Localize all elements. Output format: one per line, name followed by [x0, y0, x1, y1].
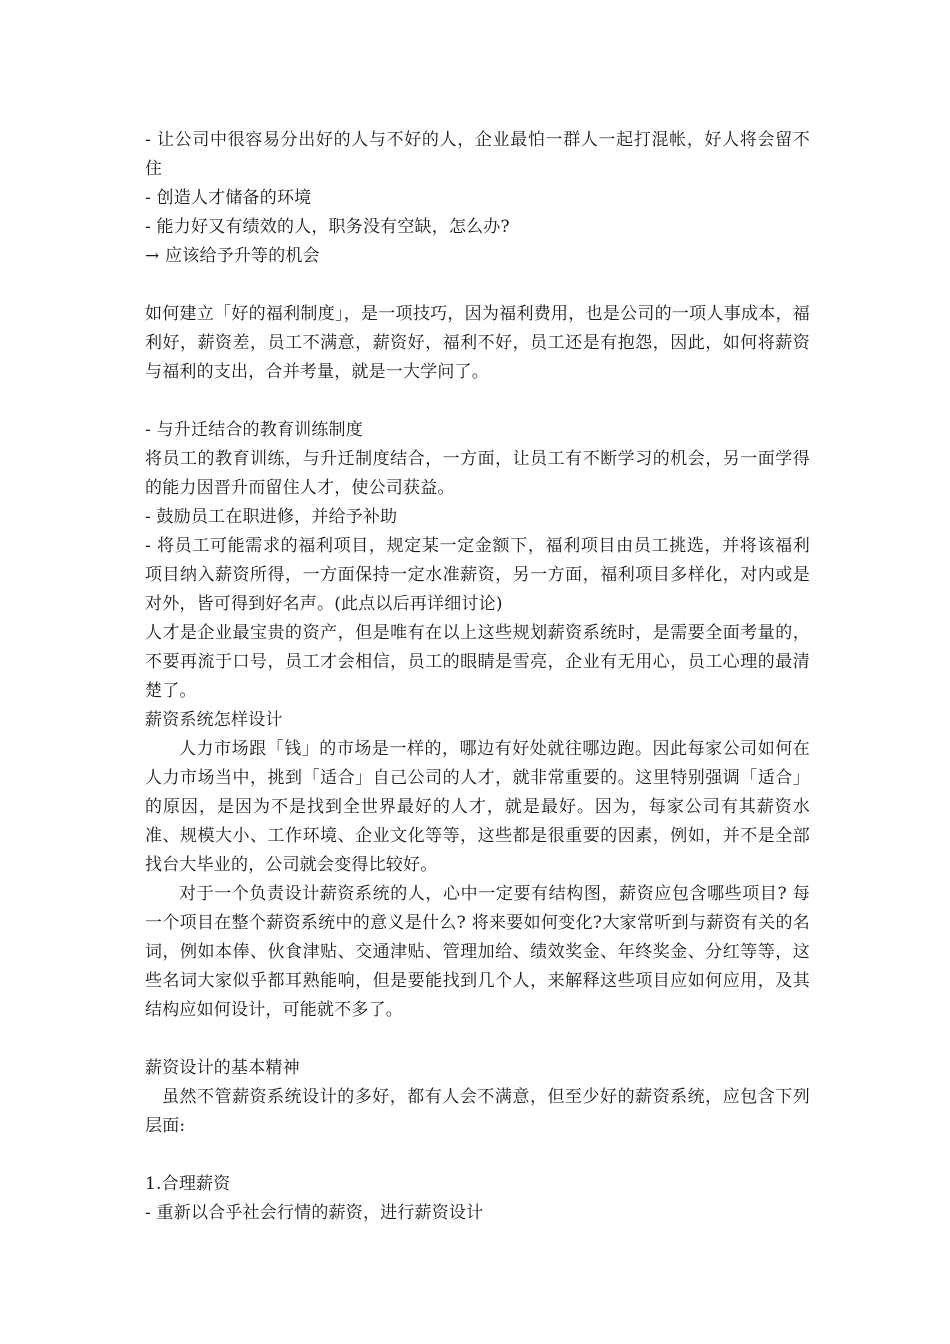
- heading-reasonable-salary: 1.合理薪资: [145, 1174, 231, 1194]
- arrow-promotion: → 应该给予升等的机会: [145, 246, 320, 266]
- bullet-no-vacancy: - 能力好又有绩效的人，职务没有空缺，怎么办?: [145, 217, 510, 237]
- paragraph-talent-asset: 人才是企业最宝贵的资产，但是唯有在以上这些规划薪资系统时，是需要全面考量的，不要再流于口号，员工才会相信，员工的眼睛是雪亮，企业有无用心，员工心理的最清楚了。: [145, 623, 810, 701]
- spacer: [145, 387, 810, 416]
- paragraph-layers: 虽然不管薪资系统设计的多好，都有人会不满意，但至少好的薪资系统，应包含下列层面:: [145, 1087, 810, 1136]
- paragraph-training: 将员工的教育训练，与升迁制度结合，一方面，让员工有不断学习的机会，另一面学得的能力因晋升而留住人才，使公司获益。: [145, 449, 810, 498]
- spacer: [145, 271, 810, 300]
- bullet-distinguish-people: - 让公司中很容易分出好的人与不好的人，企业最怕一群人一起打混帐，好人将会留不住: [145, 130, 810, 179]
- paragraph-labor-market: 人力市场跟「钱」的市场是一样的，哪边有好处就往哪边跑。因此每家公司如何在人力市场当中，挑到「适合」自己公司的人才，就非常重要的。这里特别强调「适合」的原因，是因为不是找到全世界最好的人才，就是最好。因为，每家公司有其薪资水准、规模大小、工作环境、企业文化等等，这些都是很重要的因素，例如，并不是全部找台大毕业的，公司就会变得比较好。: [145, 739, 810, 875]
- bullet-further-study: - 鼓励员工在职进修，并给予补助: [145, 507, 398, 527]
- heading-salary-design: 薪资系统怎样设计: [145, 710, 283, 730]
- bullet-welfare-items: - 将员工可能需求的福利项目，规定某一定金额下，福利项目由员工挑选，并将该福利项目纳入薪资所得，一方面保持一定水准薪资，另一方面，福利项目多样化，对内或是对外，皆可得到好名声。(此点以后再详细讨论): [145, 536, 810, 614]
- bullet-market-salary: - 重新以合乎社会行情的薪资，进行薪资设计: [145, 1203, 484, 1223]
- spacer: [145, 1141, 810, 1170]
- heading-basic-spirit: 薪资设计的基本精神: [145, 1058, 300, 1078]
- spacer: [145, 1025, 810, 1054]
- bullet-talent-reserve: - 创造人才储备的环境: [145, 188, 312, 208]
- paragraph-structure: 对于一个负责设计薪资系统的人，心中一定要有结构图，薪资应包含哪些项目? 每一个项目在整个薪资系统中的意义是什么? 将来要如何变化?大家常听到与薪资有关的名词，例如本俸、伙食津贴、交通津贴、管理加给、绩效奖金、年终奖金、分红等等，这些名词大家似乎都耳熟能响，但是要能找到几个人，来解释这些项目应如何应用，及其结构应如何设计，可能就不多了。: [145, 884, 810, 1020]
- document-body: [145, 126, 810, 1228]
- bullet-training-promotion: - 与升迁结合的教育训练制度: [145, 420, 363, 440]
- paragraph-welfare-system: 如何建立「好的福利制度」，是一项技巧，因为福利费用，也是公司的一项人事成本，福利好，薪资差，员工不满意，薪资好，福利不好，员工还是有抱怨，因此，如何将薪资与福利的支出，合并考量，就是一大学问了。: [145, 304, 810, 382]
